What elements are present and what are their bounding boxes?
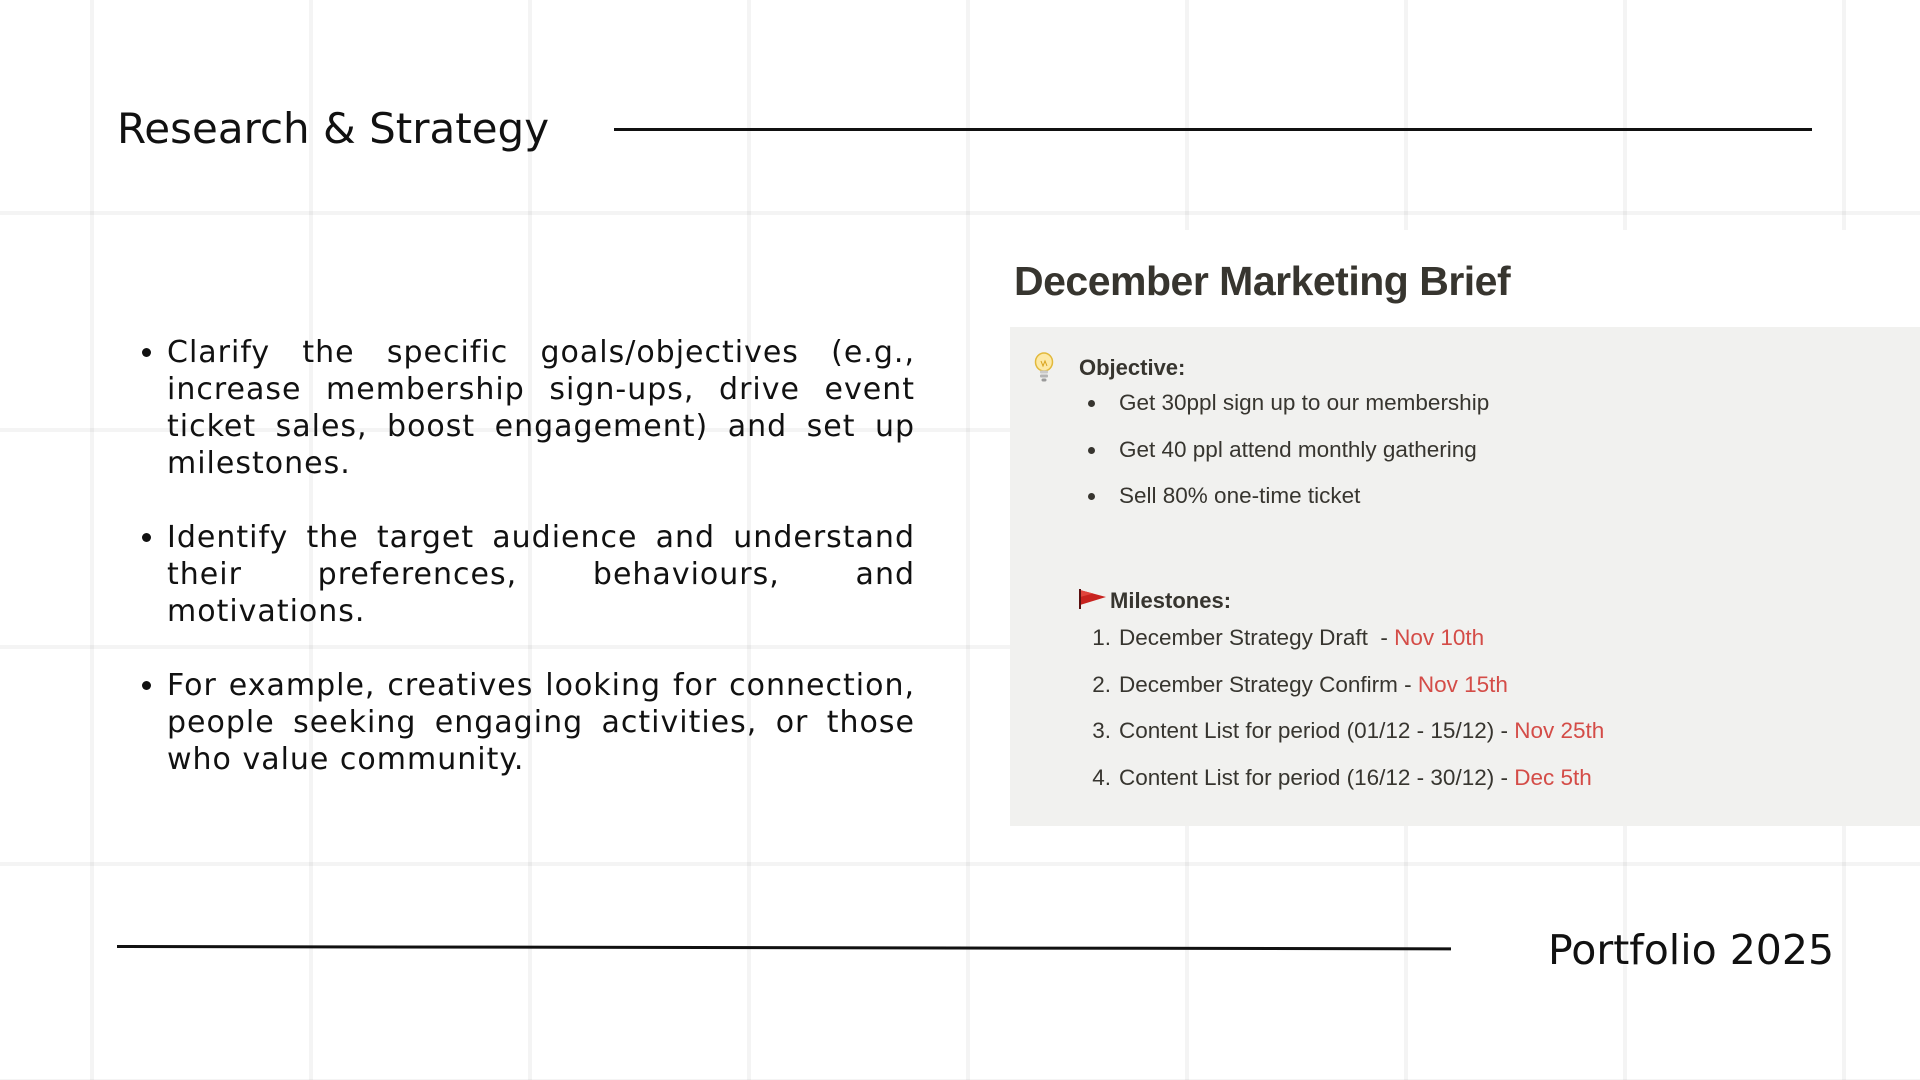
brief-callout: [1010, 327, 1920, 826]
strategy-bullet-list: [133, 334, 915, 815]
milestones-heading: Milestones:: [1110, 588, 1232, 613]
milestone-number: 2.: [1092, 671, 1111, 697]
milestone-date: Dec 5th: [1514, 764, 1592, 790]
title-divider-line: [614, 128, 1812, 131]
milestone-text: Content List for period (16/12 - 30/12) -: [1119, 764, 1515, 790]
milestone-item: [1079, 662, 1604, 709]
objective-item: [1079, 380, 1489, 427]
milestone-text: Content List for period (01/12 - 15/12) -: [1119, 718, 1515, 743]
milestone-date: Nov 10th: [1394, 625, 1485, 650]
milestone-number: 1.: [1092, 625, 1111, 650]
objective-heading: Objective:: [1079, 355, 1186, 380]
objective-item: [1079, 427, 1489, 474]
objective-text: Get 40 ppl attend monthly gathering: [1119, 436, 1477, 462]
milestone-text: December Strategy Confirm -: [1119, 671, 1418, 697]
footer-label: Portfolio 2025: [1548, 926, 1835, 974]
milestone-date: Nov 15th: [1417, 671, 1508, 697]
marketing-brief-panel: [1010, 230, 1920, 826]
milestone-date: Nov 25th: [1514, 718, 1605, 743]
bullet-dot: [1088, 493, 1095, 500]
slide-title: Research & Strategy: [117, 104, 550, 153]
brief-title: December Marketing Brief: [1014, 258, 1511, 304]
milestone-list: [1079, 615, 1604, 801]
strategy-bullet-audience: • Identify the target audience and understand their preferences, behaviours, and motivations.: [167, 519, 915, 630]
strategy-bullet-example: • For example, creatives looking for connection, people seeking engaging activities, or those who value community.: [167, 667, 915, 778]
milestone-number: 3.: [1092, 718, 1111, 743]
bullet-dot: [1088, 400, 1095, 407]
milestone-item: [1079, 708, 1604, 755]
footer-divider-line: [117, 945, 1451, 950]
milestone-text: December Strategy Draft -: [1119, 625, 1395, 650]
red-flag-icon: [1079, 588, 1107, 610]
strategy-bullet-goals: • Clarify the specific goals/objectives (e.g., increase membership sign-ups, drive event ticket sales, boost engagement) and set up milestones.: [167, 334, 915, 482]
bullet-dot: [1088, 447, 1095, 454]
objective-list: [1079, 380, 1489, 520]
objective-text: Get 30ppl sign up to our membership: [1119, 390, 1490, 415]
lightbulb-icon: [1034, 352, 1054, 384]
objective-item: [1079, 473, 1489, 520]
milestone-item: [1079, 755, 1604, 802]
milestone-item: [1079, 615, 1604, 662]
milestone-number: 4.: [1092, 764, 1111, 790]
objective-text: Sell 80% one-time ticket: [1119, 483, 1361, 508]
